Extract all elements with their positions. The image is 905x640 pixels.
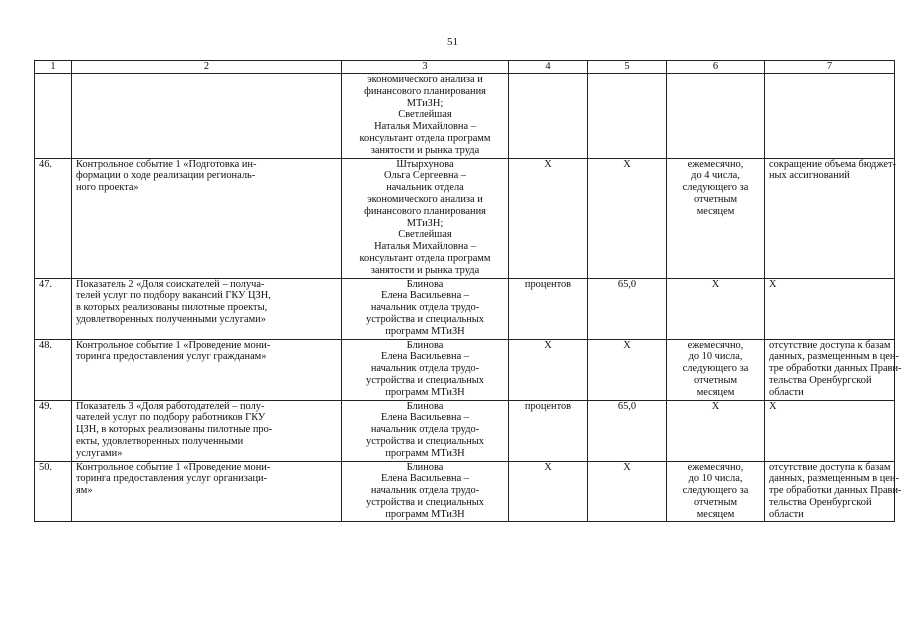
risk-note-line: области — [769, 386, 804, 398]
responsible-line: Наталья Михайловна – — [374, 241, 476, 253]
period-line: отчетным — [693, 193, 738, 205]
responsible-line: занятости и рынка труда — [370, 144, 480, 156]
row-number-cell: 49. — [35, 400, 72, 461]
responsible-line: Елена Васильевна – — [380, 351, 470, 363]
table-row — [35, 400, 895, 461]
period-line: ежемесячно, — [687, 158, 744, 170]
table-row — [35, 278, 895, 339]
responsible-line: экономического анализа и — [367, 74, 483, 85]
period-line: до 10 числа, — [688, 473, 743, 485]
risk-note-cell — [765, 278, 895, 339]
responsible-line: начальник отдела — [386, 182, 464, 194]
risk-note-cell — [765, 400, 895, 461]
responsible-line: МТиЗН; — [406, 217, 444, 229]
period-line: месяцем — [696, 508, 735, 520]
event-name-line: Контрольное событие 1 «Подготовка ин- — [76, 158, 257, 170]
header-col-4: 4 — [509, 61, 588, 74]
responsible-line: устройства и специальных — [366, 496, 484, 508]
event-name-line: Показатель 2 «Доля соискателей – получа- — [76, 278, 265, 290]
risk-note-line: отсутствие доступа к базам — [769, 339, 891, 351]
event-name-cell — [72, 278, 342, 339]
event-name-cell — [72, 339, 342, 400]
unit-cell: процентов — [509, 278, 588, 339]
period-cell — [667, 339, 765, 400]
event-name-line: ям» — [76, 485, 93, 497]
event-name-line: формации о ходе реализации региональ- — [76, 170, 256, 182]
period-line: следующего за — [682, 182, 749, 194]
period-cell — [667, 158, 765, 278]
table-row — [35, 461, 895, 522]
responsible-line: МТиЗН; — [406, 97, 444, 109]
responsible-line: Елена Васильевна – — [380, 473, 470, 485]
period-line: Х — [711, 400, 720, 412]
risk-note-line: данных, размещенным в цен- — [769, 351, 899, 363]
event-name-line: екты, удовлетворенных полученными — [76, 435, 244, 447]
responsible-line: программ МТиЗН — [385, 325, 465, 337]
risk-note-cell — [765, 339, 902, 400]
risk-note-line: тельства Оренбургской — [769, 496, 872, 508]
responsible-line: финансового планирования — [364, 85, 486, 97]
risk-note-line: отсутствие доступа к базам — [769, 461, 891, 473]
responsible-line: Елена Васильевна – — [380, 412, 470, 424]
period-line: следующего за — [682, 363, 749, 375]
unit-cell — [509, 74, 588, 159]
plan-table — [34, 60, 902, 522]
risk-note-line: сокращение объема бюджет- — [769, 158, 896, 170]
responsible-cell — [342, 461, 509, 522]
value-cell: Х — [588, 461, 667, 522]
responsible-line: программ МТиЗН — [385, 447, 465, 459]
row-number-cell: 46. — [35, 158, 72, 278]
unit-cell: процентов — [509, 400, 588, 461]
value-cell: Х — [588, 339, 667, 400]
unit-cell: Х — [509, 461, 588, 522]
period-line: до 10 числа, — [688, 351, 743, 363]
unit-cell: Х — [509, 339, 588, 400]
event-name-line: телей услуг по подбору вакансий ГКУ ЦЗН, — [76, 290, 271, 302]
header-col-5: 5 — [588, 61, 667, 74]
risk-note-line: тре обработки данных Прави- — [769, 363, 902, 375]
period-cell — [667, 461, 765, 522]
event-name-line: Контрольное событие 1 «Проведение мони- — [76, 461, 271, 473]
risk-note-line: Х — [769, 400, 777, 412]
event-name-line: Показатель 3 «Доля работодателей – полу- — [76, 400, 265, 412]
responsible-line: Наталья Михайловна – — [374, 121, 476, 133]
risk-note-line: Х — [769, 278, 777, 290]
period-line: ежемесячно, — [687, 339, 744, 351]
period-cell — [667, 400, 765, 461]
row-number-cell: 47. — [35, 278, 72, 339]
risk-note-line: тре обработки данных Прави- — [769, 485, 902, 497]
responsible-line: Блинова — [406, 400, 444, 412]
period-line: Х — [711, 278, 720, 290]
event-name-line: торинга предоставления услуг гражданам» — [76, 351, 267, 363]
responsible-cell — [342, 400, 509, 461]
responsible-cell — [342, 339, 509, 400]
responsible-line: Светлейшая — [398, 229, 452, 241]
responsible-cell — [342, 158, 509, 278]
period-line: отчетным — [693, 496, 738, 508]
header-col-6: 6 — [667, 61, 765, 74]
event-name-line: удовлетворенных полученными услугами» — [76, 313, 266, 325]
responsible-line: Светлейшая — [398, 109, 452, 121]
period-line: месяцем — [696, 205, 735, 217]
row-number-cell: 48. — [35, 339, 72, 400]
risk-note-line: тельства Оренбургской — [769, 374, 872, 386]
risk-note-cell — [765, 74, 895, 159]
table-row — [35, 158, 895, 278]
event-name-line: Контрольное событие 1 «Проведение мони- — [76, 339, 271, 351]
responsible-line: Штырхунова — [396, 158, 454, 170]
table-row — [35, 339, 895, 400]
header-row — [35, 61, 895, 74]
responsible-line: консультант отдела программ — [359, 132, 491, 144]
row-number-cell — [35, 74, 72, 159]
responsible-cell — [342, 278, 509, 339]
risk-note-line: ных ассигнований — [769, 170, 850, 182]
responsible-line: начальник отдела трудо- — [370, 424, 480, 436]
responsible-line: консультант отдела программ — [359, 252, 491, 264]
value-cell: 65,0 — [588, 400, 667, 461]
responsible-line: начальник отдела трудо- — [370, 302, 480, 314]
responsible-line: Блинова — [406, 339, 444, 351]
period-line: до 4 числа, — [691, 170, 740, 182]
event-name-cell — [72, 461, 342, 522]
value-cell — [588, 74, 667, 159]
header-col-3: 3 — [342, 61, 509, 74]
table-row — [35, 74, 895, 159]
event-name-line: торинга предоставления услуг организаци- — [76, 473, 268, 485]
risk-note-cell — [765, 461, 902, 522]
event-name-line: ного проекта» — [76, 182, 139, 194]
event-name-cell — [72, 74, 342, 159]
period-cell — [667, 74, 765, 159]
value-cell: 65,0 — [588, 278, 667, 339]
event-name-line: ЦЗН, в которых реализованы пилотные про- — [76, 424, 273, 436]
value-cell: Х — [588, 158, 667, 278]
event-name-line: чателей услуг по подбору работников ГКУ — [76, 412, 266, 424]
responsible-line: устройства и специальных — [366, 374, 484, 386]
responsible-line: программ МТиЗН — [385, 508, 465, 520]
event-name-line: услугами» — [76, 447, 123, 459]
table-body — [35, 74, 902, 522]
page-number: 51 — [447, 36, 458, 48]
responsible-line: Блинова — [406, 278, 444, 290]
period-line: следующего за — [682, 485, 749, 497]
event-name-cell — [72, 400, 342, 461]
responsible-line: финансового планирования — [364, 205, 486, 217]
period-line: отчетным — [693, 374, 738, 386]
period-line: месяцем — [696, 386, 735, 398]
unit-cell: Х — [509, 158, 588, 278]
responsible-line: Блинова — [406, 461, 444, 473]
responsible-line: устройства и специальных — [366, 313, 484, 325]
responsible-line: экономического анализа и — [367, 193, 483, 205]
period-cell — [667, 278, 765, 339]
responsible-line: программ МТиЗН — [385, 386, 465, 398]
risk-note-line: данных, размещенным в цен- — [769, 473, 899, 485]
responsible-line: Ольга Сергеевна – — [384, 170, 466, 182]
header-col-7: 7 — [765, 61, 895, 74]
event-name-line: в которых реализованы пилотные проекты, — [76, 302, 268, 314]
responsible-line: Елена Васильевна – — [380, 290, 470, 302]
responsible-cell — [342, 74, 509, 159]
responsible-line: устройства и специальных — [366, 435, 484, 447]
header-col-1: 1 — [35, 61, 72, 74]
event-name-cell — [72, 158, 342, 278]
risk-note-cell — [765, 158, 895, 278]
responsible-line: начальник отдела трудо- — [370, 485, 480, 497]
row-number-cell: 50. — [35, 461, 72, 522]
responsible-line: начальник отдела трудо- — [370, 363, 480, 375]
responsible-line: занятости и рынка труда — [370, 264, 480, 276]
risk-note-line: области — [769, 508, 804, 520]
period-line: ежемесячно, — [687, 461, 744, 473]
header-col-2: 2 — [72, 61, 342, 74]
